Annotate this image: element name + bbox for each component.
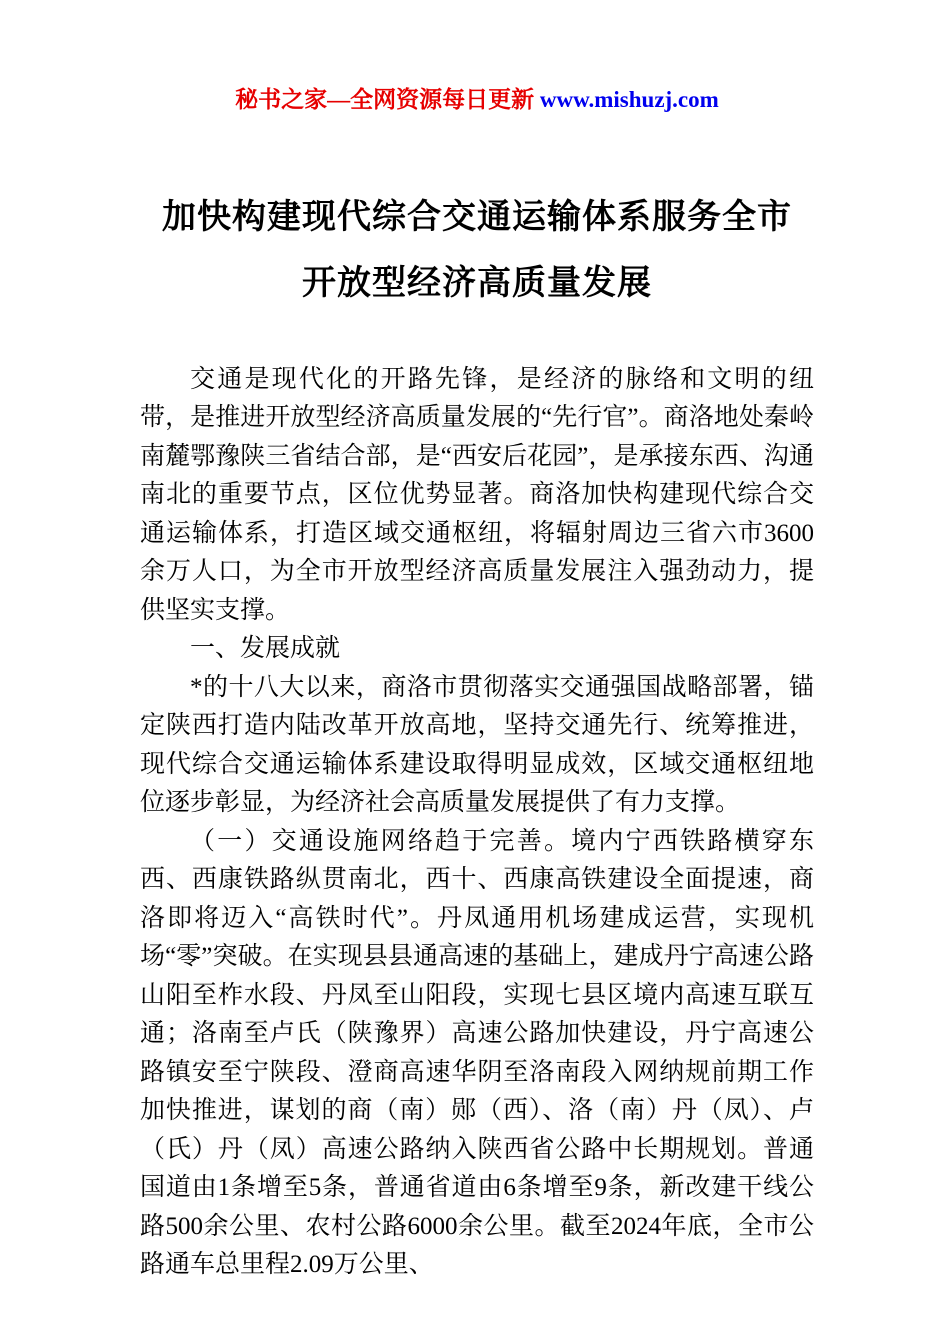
site-url-link[interactable]: www.mishuzj.com xyxy=(539,87,719,112)
document-body xyxy=(140,361,814,1285)
site-header xyxy=(140,86,814,115)
title-line-2: 开放型经济高质量发展 xyxy=(302,264,652,302)
site-name: 秘书之家 xyxy=(235,87,328,112)
site-tagline: —全网资源每日更新 xyxy=(327,87,540,112)
paragraph-section-heading: 一、发展成就 xyxy=(190,635,341,663)
paragraph-achievements-overview: *的十八大以来，商洛市贯彻落实交通强国战略部署，锚定陕西打造内陆改革开放高地，坚持交通先行、统筹推进，现代综合交通运输体系建设取得明显成效，区域交通枢纽地位逐步彰显，为经济社会高质量发展提供了有力支撑。 xyxy=(140,673,814,817)
document-title xyxy=(140,185,814,317)
paragraph-intro: 交通是现代化的开路先锋，是经济的脉络和文明的纽带，是推进开放型经济高质量发展的“先行官”。商洛地处秦岭南麓鄂豫陕三省结合部，是“西安后花园”，是承接东西、沟通南北的重要节点，区位优势显著。商洛加快构建现代综合交通运输体系，打造区域交通枢纽，将辐射周边三省六市3600余万人口，为全市开放型经济高质量发展注入强劲动力，提供坚实支撑。 xyxy=(140,365,814,624)
paragraph-transport-network: （一）交通设施网络趋于完善。境内宁西铁路横穿东西、西康铁路纵贯南北，西十、西康高铁建设全面提速，商洛即将迈入“高铁时代”。丹凤通用机场建成运营，实现机场“零”突破。在实现县县通高速的基础上，建成丹宁高速公路山阳至柞水段、丹凤至山阳段，实现七县区境内高速互联互通；洛南至卢氏（陕豫界）高速公路加快建设，丹宁高速公路镇安至宁陕段、澄商高速华阴至洛南段入网纳规前期工作加快推进，谋划的商（南）郧（西）、洛（南）丹（凤）、卢（氏）丹（凤）高速公路纳入陕西省公路中长期规划。普通国道由1条增至5条，普通省道由6条增至9条，新改建干线公路500余公里、农村公路6000余公里。截至2024年底，全市公路通车总里程2.09万公里、 xyxy=(140,827,814,1279)
title-line-1: 加快构建现代综合交通运输体系服务全市 xyxy=(162,198,792,236)
